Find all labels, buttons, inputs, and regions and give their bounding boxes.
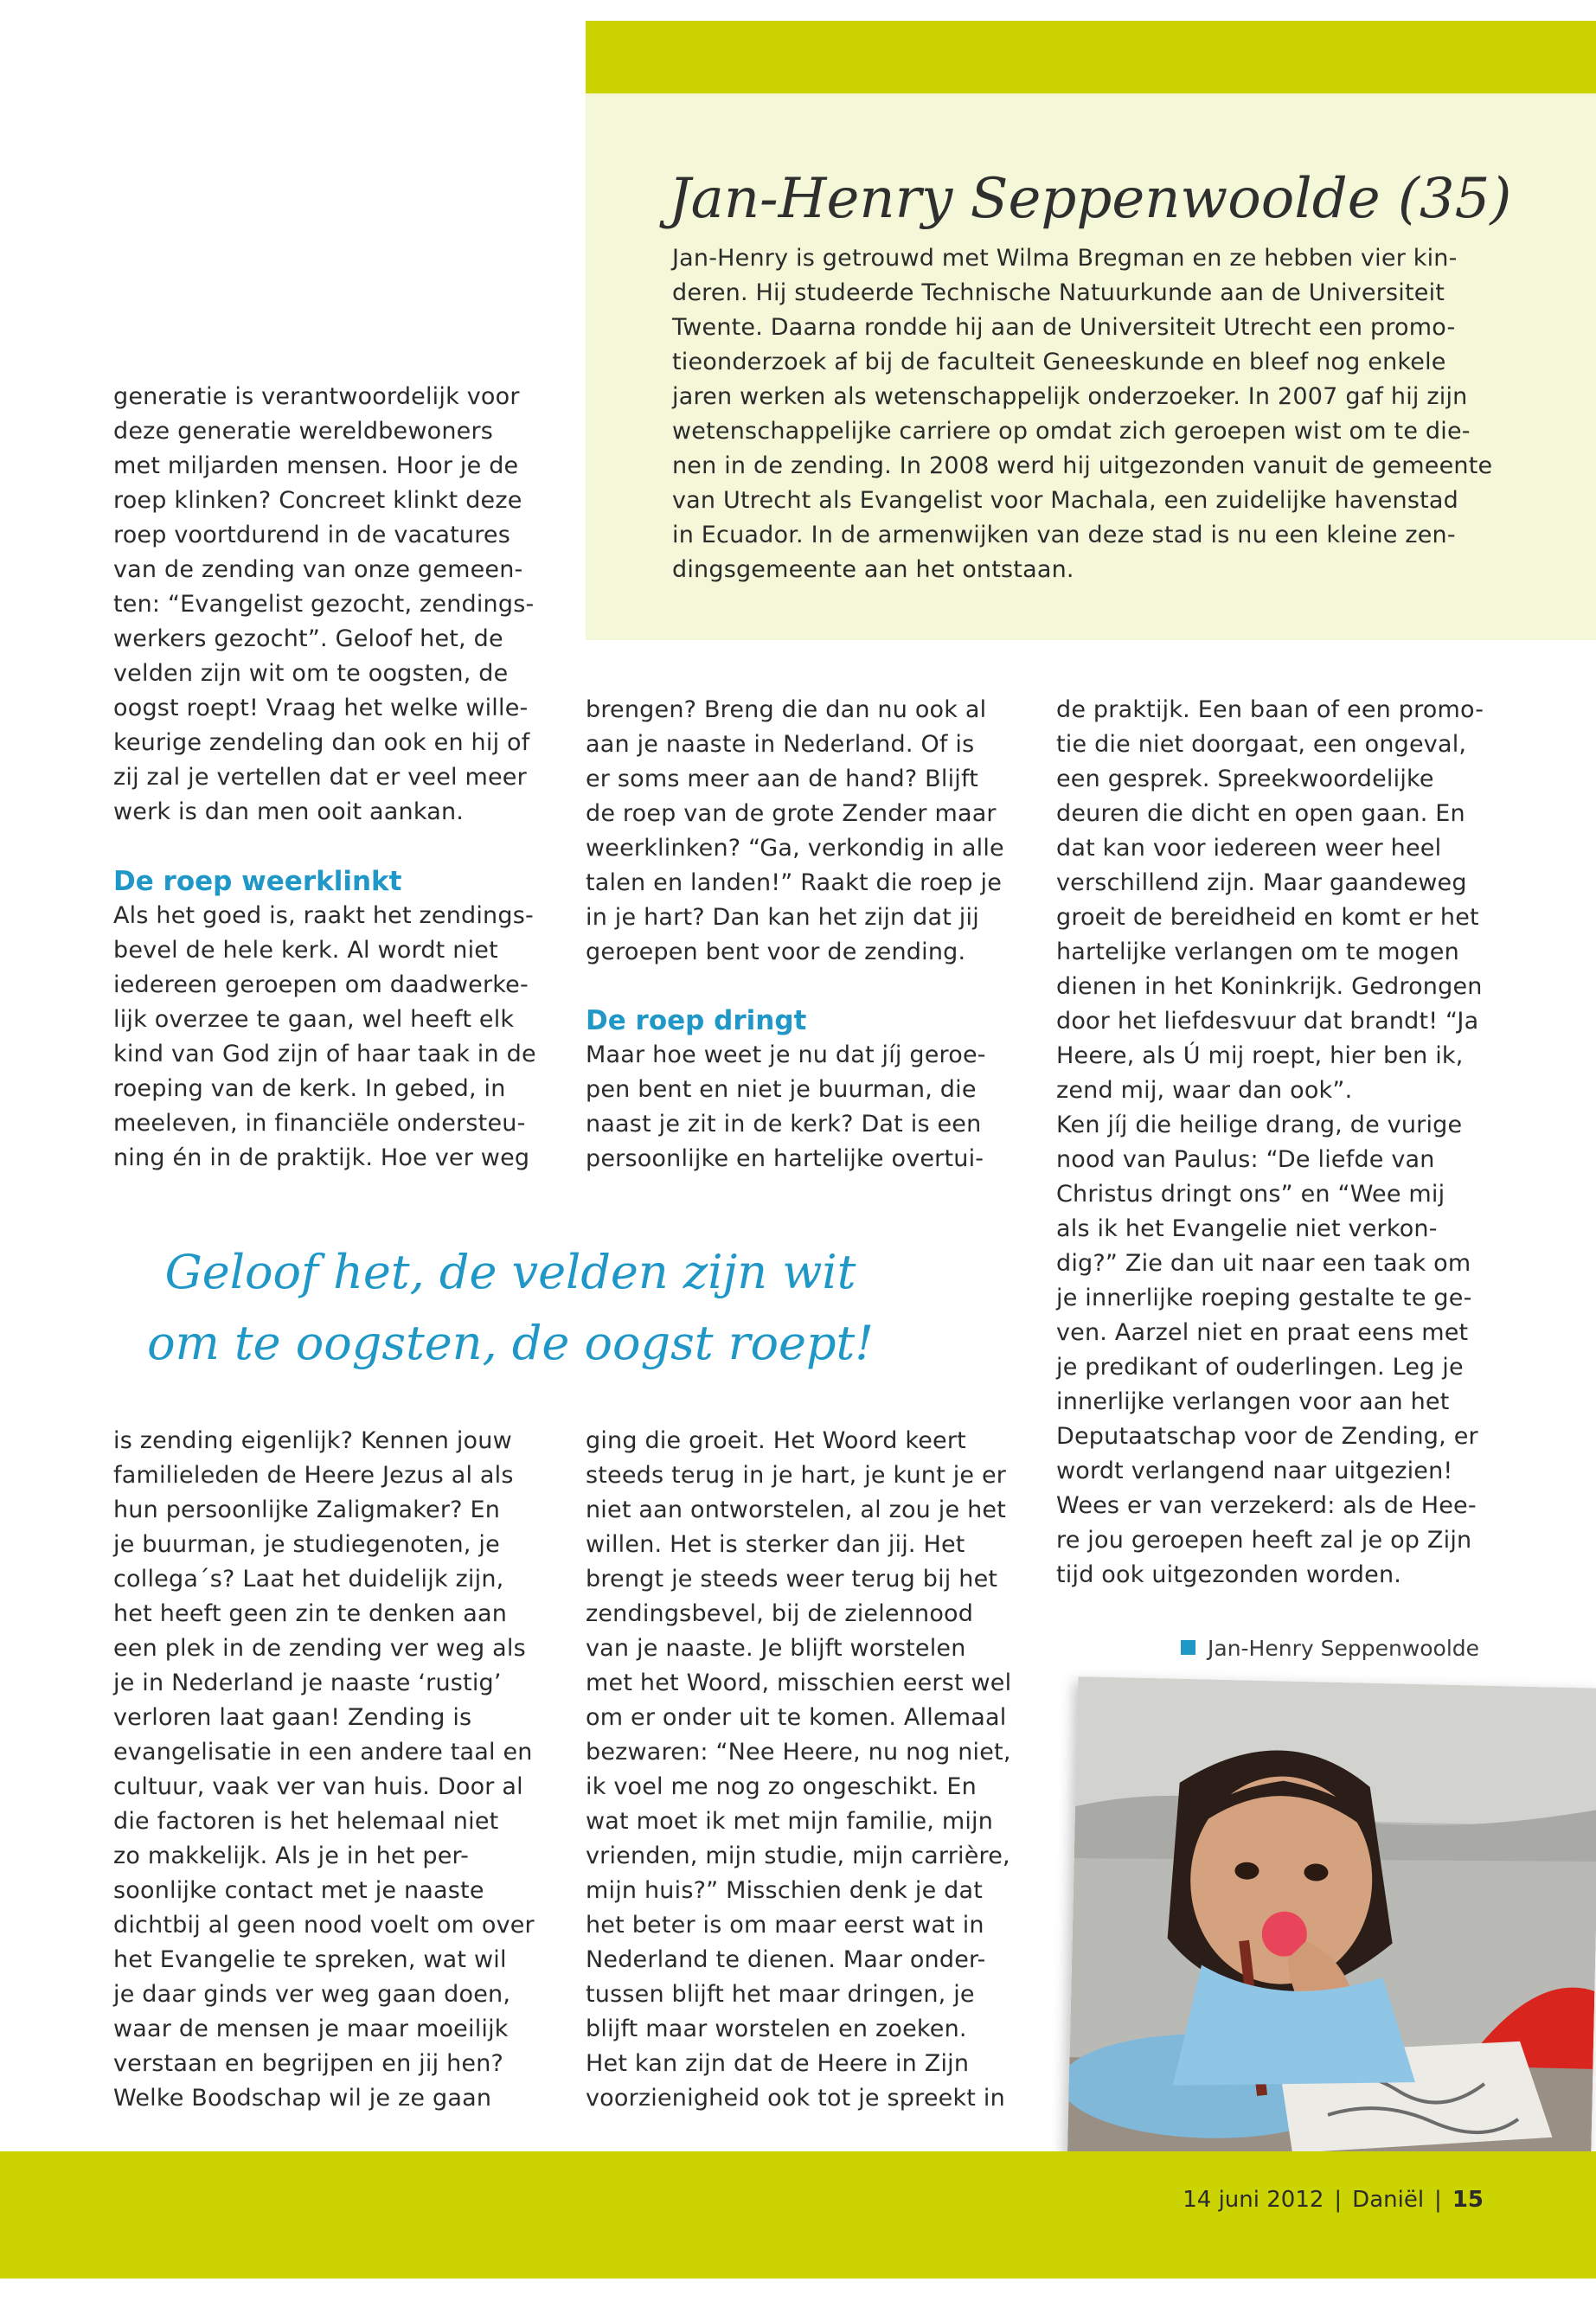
text-line: zendingsbevel, bij de zielennood	[586, 1600, 974, 1627]
text-line: Maar hoe weet je nu dat jíj geroe-	[586, 1042, 986, 1068]
text-line: Twente. Daarna rondde hij aan de Universiteit Utrecht een promo-	[672, 314, 1456, 341]
text-line: verschillend zijn. Maar gaandeweg	[1056, 869, 1467, 896]
text-line: Als het goed is, raakt het zendings-	[113, 902, 534, 929]
text-line: dingsgemeente aan het ontstaan.	[672, 556, 1074, 583]
text-line: verstaan en begrijpen en jij hen?	[113, 2050, 504, 2077]
text-line: brengen? Breng die dan nu ook al	[586, 696, 987, 723]
column-3	[1056, 693, 1484, 1593]
text-line: soonlijke contact met je naaste	[113, 1877, 484, 1904]
text-line: als ik het Evangelie niet verkon-	[1056, 1215, 1438, 1242]
pull-quote-line: om te oogsten, de oogst roept!	[147, 1316, 874, 1370]
text-line: familieleden de Heere Jezus al als	[113, 1462, 514, 1489]
text-line: in je hart? Dan kan het zijn dat jij	[586, 904, 979, 931]
pull-quote	[121, 1237, 900, 1379]
text-line: tussen blijft het maar dringen, je	[586, 1981, 975, 2008]
magazine-name: Daniël	[1352, 2187, 1425, 2213]
text-line: zo makkelijk. Als je in het per-	[113, 1843, 470, 1869]
text-line: je predikant of ouderlingen. Leg je	[1056, 1354, 1464, 1381]
text-line: er soms meer aan de hand? Blijft	[586, 766, 979, 792]
bottom-green-bar	[0, 2151, 1596, 2279]
text-line: roeping van de kerk. In gebed, in	[113, 1075, 506, 1102]
text-line: ging die groeit. Het Woord keert	[586, 1427, 966, 1454]
text-line: innerlijke verlangen voor aan het	[1056, 1388, 1450, 1415]
photo-girl-drawing	[1067, 1676, 1596, 2177]
footer-separator: |	[1434, 2187, 1442, 2213]
text-line: het heeft geen zin te denken aan	[113, 1600, 508, 1627]
text-line: Deputaatschap voor de Zending, er	[1056, 1423, 1478, 1450]
section-heading: De roep dringt	[586, 1005, 807, 1036]
text-line: steeds terug in je hart, je kunt je er	[586, 1462, 1007, 1489]
page-number: 15	[1452, 2187, 1484, 2213]
text-line: groeit de bereidheid en komt er het	[1056, 904, 1479, 931]
column-2-bottom	[586, 1424, 1011, 2116]
text-line: Ken jíj die heilige drang, de vurige	[1056, 1112, 1463, 1138]
text-line: meeleven, in financiële ondersteu-	[113, 1110, 526, 1137]
text-line: die factoren is het helemaal niet	[113, 1808, 499, 1835]
text-line: ten: “Evangelist gezocht, zendings-	[113, 591, 535, 618]
text-line: verloren laat gaan! Zending is	[113, 1704, 472, 1731]
text-line: de roep van de grote Zender maar	[586, 800, 997, 827]
text-line: om er onder uit te komen. Allemaal	[586, 1704, 1007, 1731]
text-line: je in Nederland je naaste ‘rustig’	[113, 1670, 502, 1696]
text-line: jaren werken als wetenschappelijk onderzoeker. In 2007 gaf hij zijn	[672, 383, 1468, 410]
text-line: cultuur, vaak ver van huis. Door al	[113, 1773, 523, 1800]
text-line: voorzienigheid ook tot je spreekt in	[586, 2085, 1005, 2112]
text-line: blijft maar worstelen en zoeken.	[586, 2016, 967, 2042]
text-line: het beter is om maar eerst wat in	[586, 1912, 984, 1939]
text-line: Wees er van verzekerd: als de Hee-	[1056, 1492, 1477, 1519]
text-line: dat kan voor iedereen weer heel	[1056, 835, 1442, 862]
text-line: collega´s? Laat het duidelijk zijn,	[113, 1566, 504, 1593]
text-line: dig?” Zie dan uit naar een taak om	[1056, 1250, 1471, 1277]
text-line: nood van Paulus: “De liefde van	[1056, 1146, 1435, 1173]
text-line: Heere, als Ú mij roept, hier ben ik,	[1056, 1042, 1464, 1069]
column-1-top	[113, 380, 534, 830]
text-line: aan je naaste in Nederland. Of is	[586, 731, 975, 758]
text-line: wetenschappelijke carriere op omdat zich geroepen wist om te die-	[672, 418, 1471, 445]
text-line: Christus dringt ons” en “Wee mij	[1056, 1181, 1445, 1208]
text-line: deuren die dicht en open gaan. En	[1056, 800, 1465, 827]
top-green-bar	[586, 21, 1596, 93]
text-line: bezwaren: “Nee Heere, nu nog niet,	[586, 1739, 1011, 1766]
column-1-section	[113, 864, 536, 1176]
text-line: het Evangelie te spreken, wat wil	[113, 1946, 507, 1973]
text-line: Nederland te dienen. Maar onder-	[586, 1946, 986, 1973]
text-line: tijd ook uitgezonden worden.	[1056, 1561, 1402, 1588]
text-line: van Utrecht als Evangelist voor Machala, een zuidelijke havenstad	[672, 487, 1458, 514]
text-line: werk is dan men ooit aankan.	[113, 798, 465, 825]
text-line: tie die niet doorgaat, een ongeval,	[1056, 731, 1467, 758]
text-line: is zending eigenlijk? Kennen jouw	[113, 1427, 512, 1454]
text-line: tieonderzoek af bij de faculteit Geneeskunde en bleef nog enkele	[672, 349, 1446, 375]
text-line: je buurman, je studiegenoten, je	[113, 1531, 500, 1558]
text-line: re jou geroepen heeft zal je op Zijn	[1056, 1527, 1472, 1554]
text-line: roep voortdurend in de vacatures	[113, 522, 510, 548]
text-line: in Ecuador. In de armenwijken van deze stad is nu een kleine zen-	[672, 522, 1456, 548]
text-line: velden zijn wit om te oogsten, de	[113, 660, 509, 687]
text-line: de praktijk. Een baan of een promo-	[1056, 696, 1484, 723]
column-2-section	[586, 1003, 986, 1176]
text-line: deren. Hij studeerde Technische Natuurkunde aan de Universiteit	[672, 279, 1445, 306]
text-line: lijk overzee te gaan, wel heeft elk	[113, 1006, 515, 1033]
text-line: deze generatie wereldbewoners	[113, 418, 494, 445]
pull-quote-line: Geloof het, de velden zijn wit	[164, 1245, 856, 1299]
text-line: je innerlijke roeping gestalte te ge-	[1056, 1285, 1472, 1311]
text-line: niet aan ontworstelen, al zou je het	[586, 1497, 1006, 1523]
text-line: met het Woord, misschien eerst wel	[586, 1670, 1012, 1696]
text-line: van de zending van onze gemeen-	[113, 556, 523, 583]
text-line: met miljarden mensen. Hoor je de	[113, 452, 519, 479]
text-line: een plek in de zending ver weg als	[113, 1635, 526, 1662]
text-line: mijn huis?” Misschien denk je dat	[586, 1877, 984, 1904]
section-heading: De roep weerklinkt	[113, 866, 402, 897]
text-line: Welke Boodschap wil je ze gaan	[113, 2085, 492, 2112]
text-line: werkers gezocht”. Geloof het, de	[113, 625, 503, 652]
text-line: oogst roept! Vraag het welke wille-	[113, 695, 529, 721]
page-footer	[1183, 2187, 1484, 2213]
text-line: pen bent en niet je buurman, die	[586, 1076, 977, 1103]
text-line: nen in de zending. In 2008 werd hij uitgezonden vanuit de gemeente	[672, 452, 1493, 479]
profile-text	[672, 241, 1492, 587]
text-line: willen. Het is sterker dan jij. Het	[586, 1531, 965, 1558]
photo-frame	[1067, 1676, 1596, 2177]
text-line: ning én in de praktijk. Hoe ver weg	[113, 1144, 530, 1171]
square-bullet-icon	[1181, 1640, 1195, 1655]
text-line: door het liefdesvuur dat brandt! “Ja	[1056, 1008, 1479, 1035]
text-line: iedereen geroepen om daadwerke-	[113, 971, 529, 998]
text-line: evangelisatie in een andere taal en	[113, 1739, 533, 1766]
text-line: weerklinken? “Ga, verkondig in alle	[586, 835, 1004, 862]
author-name: Jan-Henry Seppenwoolde	[1208, 1636, 1480, 1661]
author-credit	[1181, 1636, 1479, 1661]
text-line: zend mij, waar dan ook”.	[1056, 1077, 1353, 1104]
text-line: roep klinken? Concreet klinkt deze	[113, 487, 522, 514]
text-line: ik voel me nog zo ongeschikt. En	[586, 1773, 977, 1800]
text-line: wordt verlangend naar uitgezien!	[1056, 1458, 1453, 1484]
text-line: wat moet ik met mijn familie, mijn	[586, 1808, 994, 1835]
text-line: van je naaste. Je blijft worstelen	[586, 1635, 966, 1662]
text-line: waar de mensen je maar moeilijk	[113, 2016, 509, 2042]
text-line: hartelijke verlangen om te mogen	[1056, 939, 1459, 965]
footer-separator: |	[1334, 2187, 1343, 2213]
text-line: generatie is verantwoordelijk voor	[113, 383, 520, 410]
text-line: ven. Aarzel niet en praat eens met	[1056, 1319, 1469, 1346]
text-line: zij zal je vertellen dat er veel meer	[113, 764, 527, 791]
text-line: Het kan zijn dat de Heere in Zijn	[586, 2050, 970, 2077]
profile-title: Jan-Henry Seppenwoolde (35)	[669, 167, 1512, 231]
text-line: dienen in het Koninkrijk. Gedrongen	[1056, 973, 1483, 1000]
text-line: kind van God zijn of haar taak in de	[113, 1041, 536, 1067]
text-line: bevel de hele kerk. Al wordt niet	[113, 937, 498, 964]
text-line: je daar ginds ver weg gaan doen,	[113, 1981, 511, 2008]
column-2-top	[586, 693, 1004, 970]
text-line: vrienden, mijn studie, mijn carrière,	[586, 1843, 1010, 1869]
issue-date: 14 juni 2012	[1183, 2187, 1324, 2213]
text-line: Jan-Henry is getrouwd met Wilma Bregman en ze hebben vier kin-	[672, 245, 1458, 272]
text-line: een gesprek. Spreekwoordelijke	[1056, 766, 1434, 792]
text-line: keurige zendeling dan ook en hij of	[113, 729, 530, 756]
text-line: geroepen bent voor de zending.	[586, 939, 966, 965]
text-line: talen en landen!” Raakt die roep je	[586, 869, 1003, 896]
text-line: persoonlijke en hartelijke overtui-	[586, 1145, 984, 1172]
text-line: dichtbij al geen nood voelt om over	[113, 1912, 535, 1939]
text-line: brengt je steeds weer terug bij het	[586, 1566, 998, 1593]
text-line: hun persoonlijke Zaligmaker? En	[113, 1497, 501, 1523]
column-1-bottom	[113, 1424, 535, 2116]
text-line: naast je zit in de kerk? Dat is een	[586, 1111, 982, 1138]
